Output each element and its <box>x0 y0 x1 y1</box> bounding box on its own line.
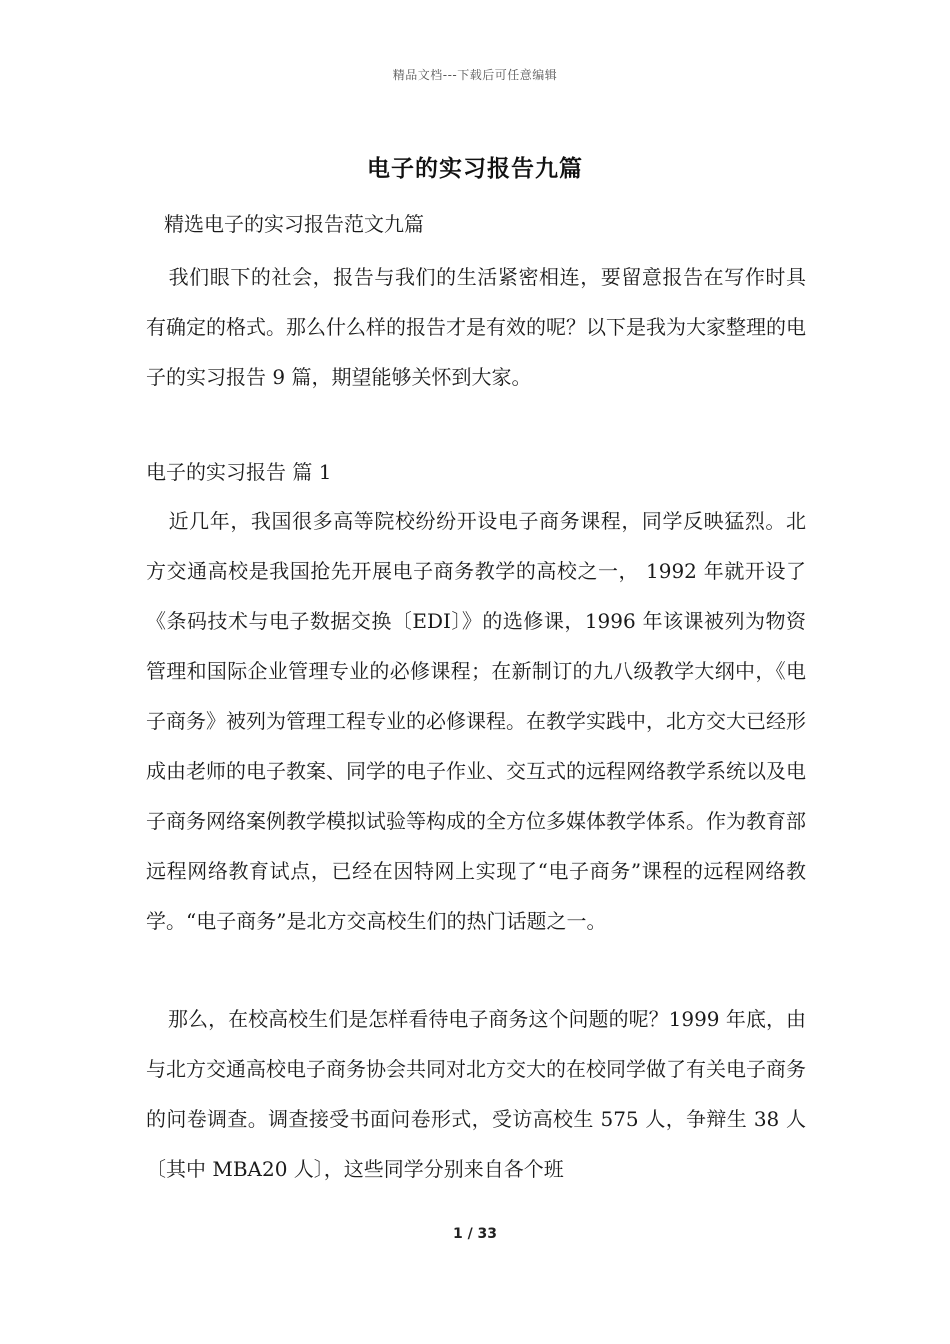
body-paragraph-2-text: 那么，在校高校生们是怎样看待电子商务这个问题的呢？1999 年底，由与北方交通高校电子商务协会共同对北方交大的在校同学做了有关电子商务的问卷调查。调查接受书面问卷形式，受访高校生 575 人，争辩生 38 人〔其中 MBA20 人〕，这些同学分别来自各个班 <box>146 1007 806 1181</box>
body-paragraph-1-text: 近几年，我国很多高等院校纷纷开设电子商务课程，同学反映猛烈。北方交通高校是我国抢先开展电子商务教学的高校之一， 1992 年就开设了《条码技术与电子数据交换〔EDI〕》的选修课，1996 年该课被列为物资管理和国际企业管理专业的必修课程；在新制订的九八级教学大纲中，《电子商务》被列为管理工程专业的必修课程。在教学实践中，北方交大已经形成由老师的电子教案、同学的电子作业、交互式的远程网络教学系统以及电子商务网络案例教学模拟试验等构成的全方位多媒体教学体系。作为教育部远程网络教育试点，已经在因特网上实现了“电子商务”课程的远程网络教学。“电子商务”是北方交高校生们的热门话题之一。 <box>146 509 806 933</box>
section-heading: 电子的实习报告 篇 1 <box>146 460 332 484</box>
intro-paragraph <box>146 252 806 402</box>
document-subtitle: 精选电子的实习报告范文九篇 <box>164 212 424 236</box>
intro-text: 我们眼下的社会，报告与我们的生活紧密相连，要留意报告在写作时具有确定的格式。那么什么样的报告才是有效的呢？以下是我为大家整理的电子的实习报告 9 篇，期望能够关怀到大家。 <box>146 265 806 389</box>
page-header: 精品文档---下载后可任意编辑 <box>392 68 558 82</box>
body-paragraph-2 <box>146 994 806 1194</box>
body-paragraph-1 <box>146 496 806 946</box>
page-number: 1 / 33 <box>452 1226 498 1242</box>
document-title: 电子的实习报告九篇 <box>367 155 583 182</box>
